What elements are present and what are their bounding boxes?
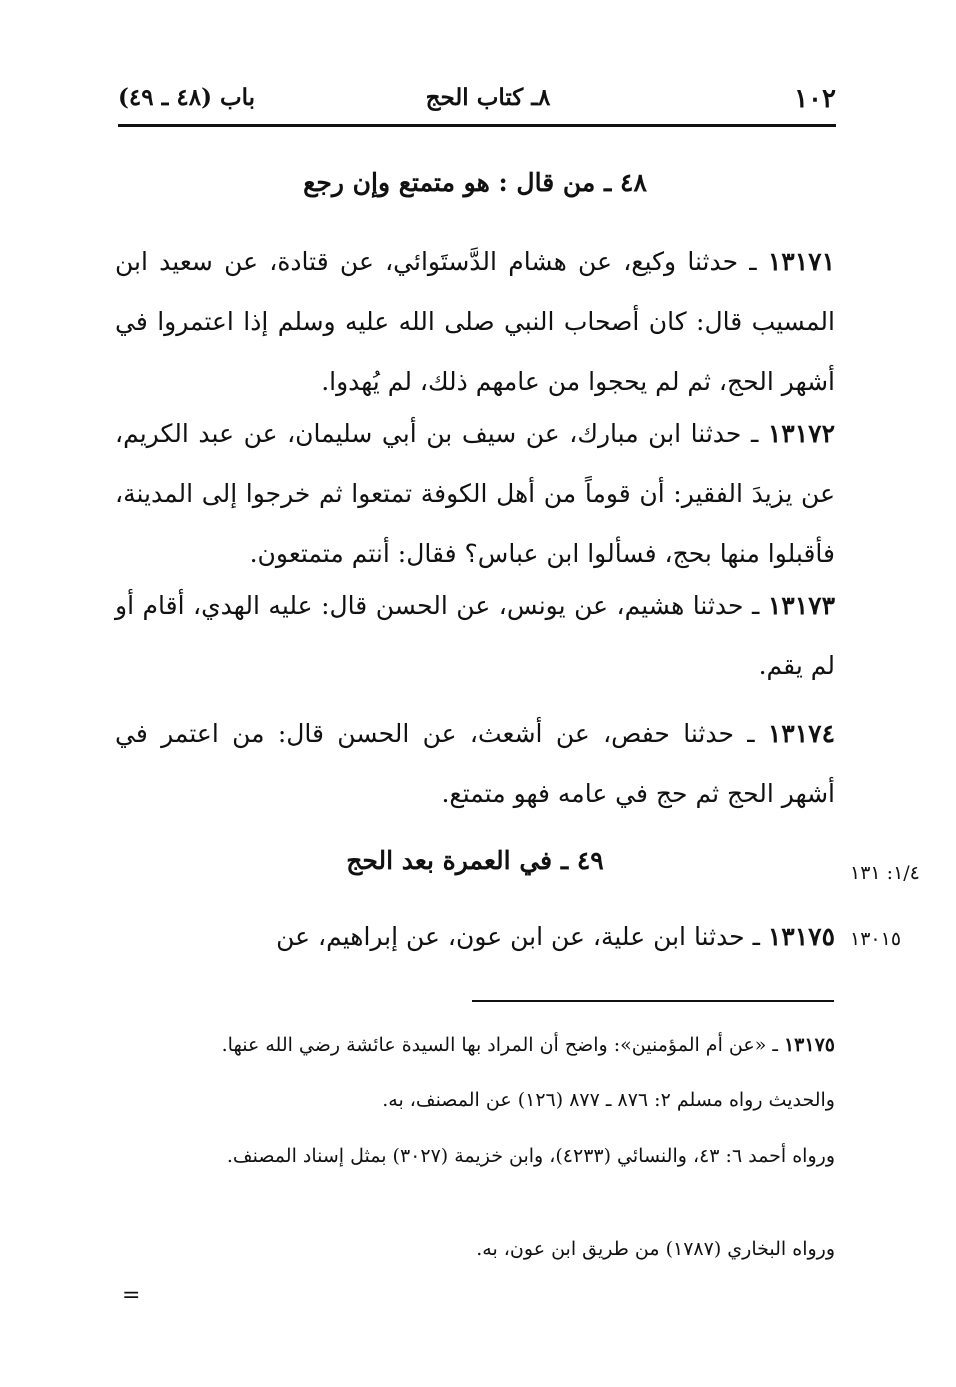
- page-number: ١٠٢: [794, 84, 836, 114]
- footnote-line: ورواه البخاري (١٧٨٧) من طريق ابن عون، به.: [476, 1238, 835, 1260]
- hadith-number: ١٣١٧٢: [767, 419, 835, 448]
- hadith-13175: [115, 907, 835, 967]
- hadith-text: ـ حدثنا هشيم، عن يونس، عن الحسن قال: عليه الهدي، أقام أو لم يقم.: [115, 591, 835, 680]
- chapter-range: باب (٤٨ ـ ٤٩): [118, 84, 256, 111]
- page-header: [118, 80, 836, 124]
- footnote-text: ـ «عن أم المؤمنين»: واضح أن المراد بها السيدة عائشة رضي الله عنها.: [221, 1034, 784, 1056]
- footnote-number: ١٣١٧٥: [783, 1034, 835, 1056]
- section-49-title: ٤٩ ـ في العمرة بعد الحج: [346, 846, 604, 875]
- footnote-separator: [472, 1000, 834, 1002]
- hadith-13173: [115, 576, 835, 696]
- hadith-text: ـ حدثنا ابن مبارك، عن سيف بن أبي سليمان، عن عبد الكريم، عن يزيدَ الفقير: أن قوماً من أهل الكوفة تمتعوا ثم خرجوا إلى المدينة، فأقبلوا منها بحج، فسألوا ابن عباس؟ فقال: أنتم متمتعون.: [115, 419, 835, 568]
- continuation-mark: =: [122, 1283, 141, 1308]
- hadith-text: ـ حدثنا حفص، عن أشعث، عن الحسن قال: من اعتمر في أشهر الحج ثم حج في عامه فهو متمتع.: [115, 719, 835, 808]
- hadith-13172: [115, 404, 835, 584]
- section-48-title: ٤٨ ـ من قال : هو متمتع وإن رجع: [303, 168, 647, 197]
- hadith-number: ١٣١٧٣: [767, 591, 835, 620]
- book-title: ٨ـ كتاب الحج: [425, 84, 551, 111]
- footnote-line: ورواه أحمد ٦: ٤٣، والنسائي (٤٢٣٣)، وابن خزيمة (٣٠٢٧) بمثل إسناد المصنف.: [226, 1145, 835, 1167]
- hadith-text: ـ حدثنا ابن علية، عن ابن عون، عن إبراهيم، عن: [276, 922, 768, 951]
- footnote-line: والحديث رواه مسلم ٢: ٨٧٦ ـ ٨٧٧ (١٢٦) عن المصنف، به.: [382, 1089, 835, 1111]
- header-rule: [118, 124, 836, 127]
- hadith-number: ١٣١٧٥: [767, 922, 835, 951]
- hadith-number: ١٣١٧٤: [767, 719, 835, 748]
- hadith-13171: [115, 232, 835, 412]
- hadith-text: ـ حدثنا وكيع، عن هشام الدَّستَوائي، عن قتادة، عن سعيد ابن المسيب قال: كان أصحاب النبي صلى الله عليه وسلم إذا اعتمروا في أشهر الحج، ثم لم يحجوا من عامهم ذلك، لم يُهدوا.: [115, 247, 835, 396]
- margin-reference: ١/٤: ١٣١: [850, 862, 920, 884]
- margin-reference: ١٣٠١٥: [850, 928, 902, 950]
- footnote-line: [120, 1022, 835, 1068]
- hadith-13174: [115, 704, 835, 824]
- hadith-number: ١٣١٧١: [767, 247, 835, 276]
